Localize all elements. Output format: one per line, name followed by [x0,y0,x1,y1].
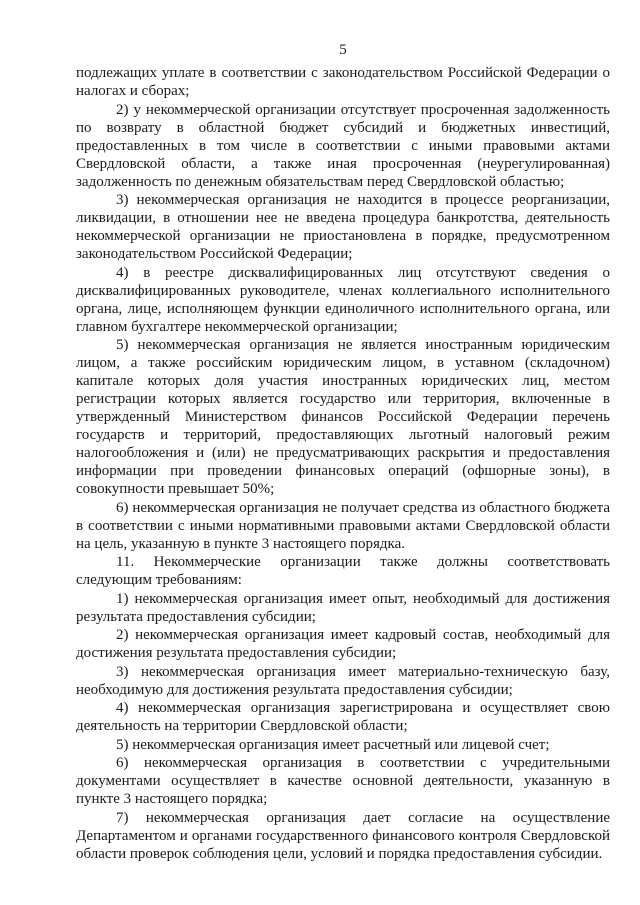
paragraph-req-1-experience: 1) некоммерческая организация имеет опыт, необходимый для достижения результата предоставления субсидии; [76,590,610,625]
paragraph-section-11-heading: 11. Некоммерческие организации также должны соответствовать следующим требованиям: [76,554,610,588]
page-number: 5 [339,42,347,58]
paragraph-req-5-account: 5) некоммерческая организация имеет расчетный или лицевой счет; [116,736,550,753]
paragraph-item-3-no-liquidation: 3) некоммерческая организация не находится в процессе реорганизации, ликвидации, в отношении нее не введена процедура банкротства, деятельность некоммерческой организации не приостановлена в порядке, предусмотренном законодательством Российской Федерации; [76,192,610,262]
paragraph-req-7-consent: 7) некоммерческая организация дает согласие на осуществление Департаментом и органами государственного финансового контроля Свердловской области проверок соблюдения цели, условий и порядка предоставления субсидии. [76,809,610,862]
document-body [76,64,610,863]
paragraph-req-4-registered: 4) некоммерческая организация зарегистрирована и осуществляет свою деятельность на территории Свердловской области; [76,700,610,734]
paragraph-req-3-material-base: 3) некоммерческая организация имеет материально-техническую базу, необходимую для достижения результата предоставления субсидии; [76,663,610,698]
paragraph-req-2-staff: 2) некоммерческая организация имеет кадровый состав, необходимый для достижения результата предоставления субсидии; [76,627,610,661]
paragraph-item-4-disqualified-registry: 4) в реестре дисквалифицированных лиц отсутствуют сведения о дисквалифицированных руководителе, членах коллегиального исполнительного органа, лице, исполняющем функции единоличного исполнительного органа, или главном бухгалтере некоммерческой организации; [76,264,610,335]
paragraph-req-6-main-activity: 6) некоммерческая организация в соответствии с учредительными документами осуществляет в качестве основной деятельности, указанную в пункте 3 настоящего порядка; [76,755,610,807]
paragraph-intro-continuation: подлежащих уплате в соответствии с законодательством Российской Федерации о налогах и сборах; [76,65,610,99]
paragraph-item-6-no-other-funds: 6) некоммерческая организация не получает средства из областного бюджета в соответствии с иными нормативными правовыми актами Свердловской области на цель, указанную в пункте 3 настоящего порядка. [76,499,610,552]
paragraph-item-2-no-debt: 2) у некоммерческой организации отсутствует просроченная задолженность по возврату в областной бюджет субсидий и бюджетных инвестиций, предоставленных в том числе в соответствии с иными правовыми актами Свердловской области, а также иная просроченная (неурегулированная) задолженность по денежным обязательствам перед Свердловской областью; [76,101,610,190]
paragraph-item-5-not-foreign: 5) некоммерческая организация не является иностранным юридическим лицом, а также российским юридическим лицом, в уставном (складочном) капитале которых доля участия иностранных юридических лиц, местом регистрации которых является государство или территория, включенные в утвержденный Министерством финансов Российской Федерации перечень государств и территорий, предоставляющих льготный налоговый режим налогообложения и (или) не предусматривающих раскрытия и предоставления информации при проведении финансовых операций (офшорные зоны), в совокупности превышает 50%; [76,337,610,497]
